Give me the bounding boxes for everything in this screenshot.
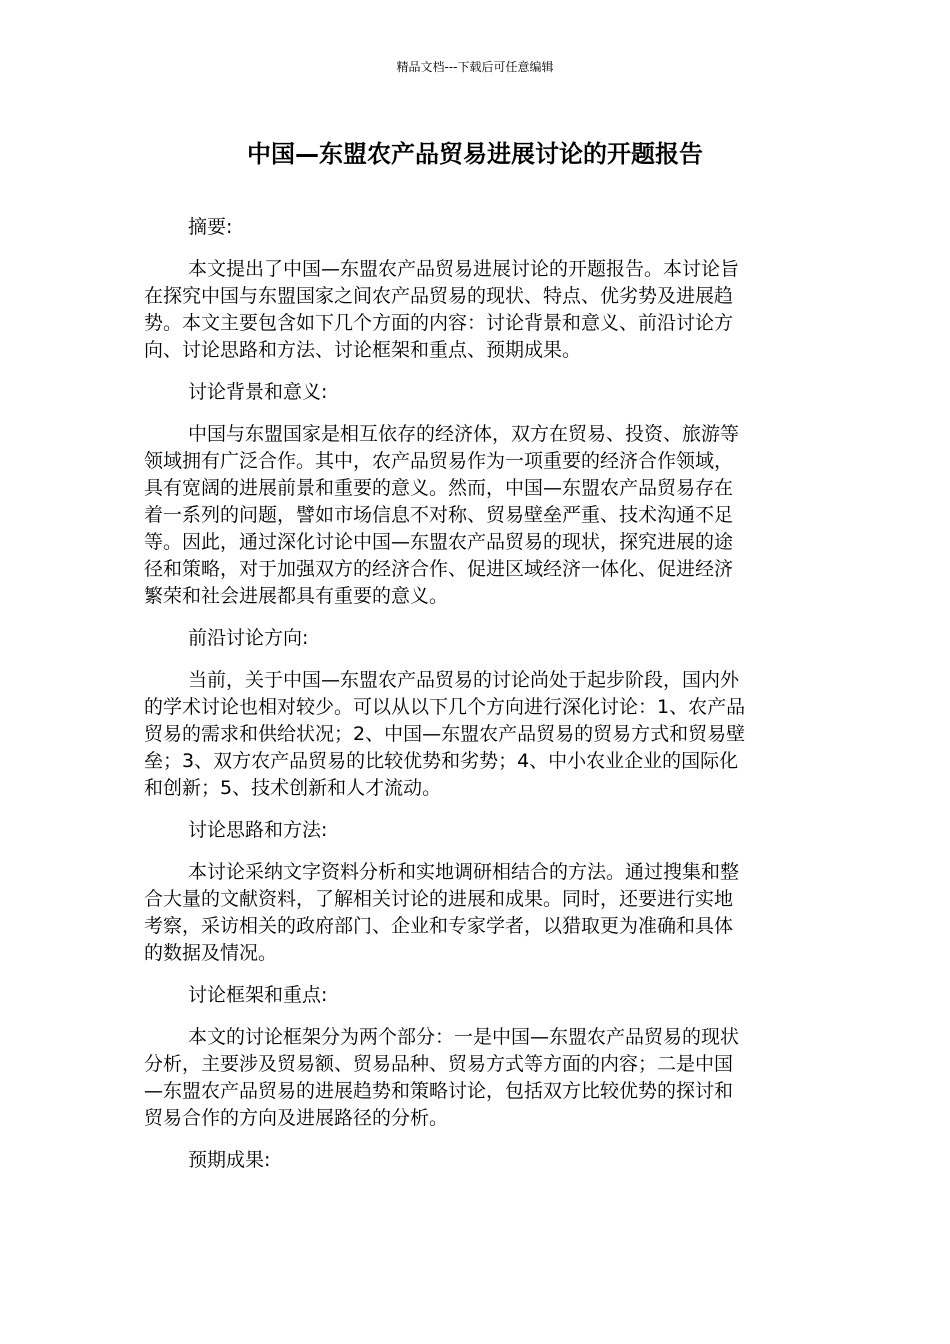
- frontier-paragraph: 当前，关于中国—东盟农产品贸易的讨论尚处于起步阶段，国内外 的学术讨论也相对较少。可以从以下几个方向进行深化讨论：1、农产品 贸易的需求和供给状况；2、中国—东盟农产品贸易的贸易方式和贸易壁 垒；3、双方农产品贸易的比较优势和劣势；4、中小农业企业的国际化 和创新；5、技术创新和人才流动。: [144, 669, 746, 799]
- header-note: 精品文档---下载后可任意编辑: [396, 60, 554, 74]
- framework-paragraph: 本文的讨论框架分为两个部分：一是中国—东盟农产品贸易的现状 分析，主要涉及贸易额、贸易品种、贸易方式等方面的内容；二是中国 —东盟农产品贸易的进展趋势和策略讨论，包括双方比较优势的探讨和 贸易合作的方向及进展路径的分析。: [144, 1026, 740, 1129]
- section-label-abstract: 摘要:: [188, 216, 233, 238]
- section-label-method: 讨论思路和方法:: [188, 819, 328, 841]
- abstract-paragraph: 本文提出了中国—东盟农产品贸易进展讨论的开题报告。本讨论旨 在探究中国与东盟国家之间农产品贸易的现状、特点、优劣势及进展趋 势。本文主要包含如下几个方面的内容：讨论背景和意义、前沿讨论方 向、讨论思路和方法、讨论框架和重点、预期成果。: [144, 258, 740, 361]
- section-label-framework: 讨论框架和重点:: [188, 984, 328, 1006]
- document-body: [144, 214, 806, 1189]
- section-label-outcomes: 预期成果:: [188, 1149, 271, 1171]
- document-title: 中国—东盟农产品贸易进展讨论的开题报告: [247, 140, 703, 168]
- background-paragraph: 中国与东盟国家是相互依存的经济体，双方在贸易、投资、旅游等 领域拥有广泛合作。其中，农产品贸易作为一项重要的经济合作领域， 具有宽阔的进展前景和重要的意义。然而，中国—东盟农产品贸易存在 着一系列的问题，譬如市场信息不对称、贸易壁垒严重、技术沟通不足 等。因此，通过深化讨论中国—东盟农产品贸易的现状，探究进展的途 径和策略，对于加强双方的经济合作、促进区域经济一体化、促进经济 繁荣和社会进展都具有重要的意义。: [144, 423, 740, 607]
- method-paragraph: 本讨论采纳文字资料分析和实地调研相结合的方法。通过搜集和整 合大量的文献资料，了解相关讨论的进展和成果。同时，还要进行实地 考察，采访相关的政府部门、企业和专家学者，以猎取更为准确和具体 的数据及情况。: [144, 861, 740, 964]
- section-label-frontier: 前沿讨论方向:: [188, 627, 309, 649]
- section-label-background: 讨论背景和意义:: [188, 381, 328, 403]
